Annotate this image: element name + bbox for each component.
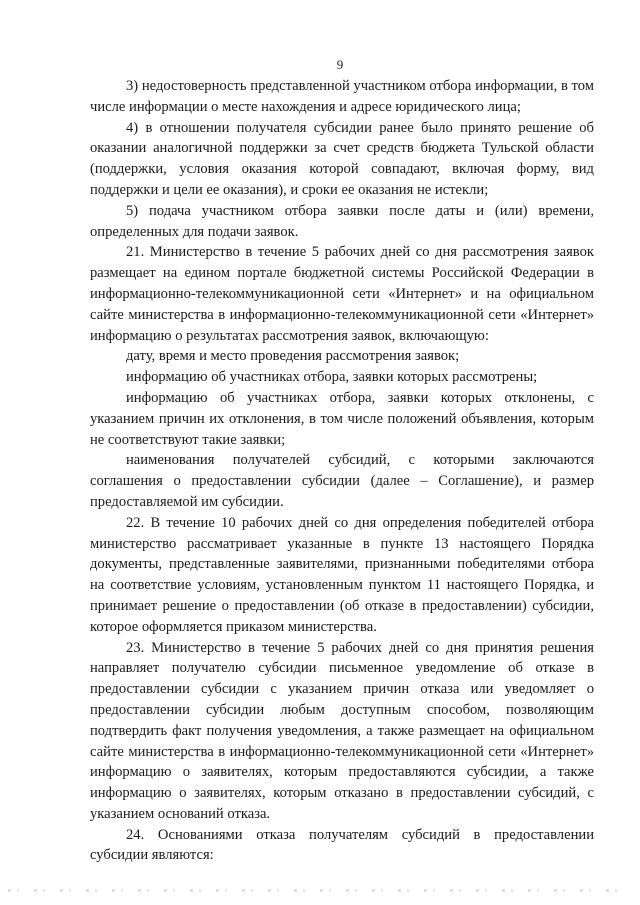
paragraph-list-rejected: информацию об участниках отбора, заявки которых отклонены, с указанием причин их отклонения, в том числе положений объявления, которым не соответствуют такие заявки;	[90, 389, 594, 448]
page-number: 9	[336, 57, 344, 72]
paragraph-item-3: 3) недостоверность представленной участником отбора информации, в том числе информации о месте нахождения и адресе юридического лица;	[90, 78, 594, 115]
paragraph-item-5: 5) подача участником отбора заявки после даты и (или) времени, определенных для подачи заявок.	[90, 202, 594, 240]
paragraph-item-4: 4) в отношении получателя субсидии ранее было принято решение об оказании аналогичной поддержки за счет средств бюджета Тульской области (поддержки, условия оказания которой совпадают, включая форму, вид поддержки и цели ее оказания), и сроки ее оказания не истекли;	[90, 119, 594, 198]
paragraph-clause-22: 22. В течение 10 рабочих дней со дня определения победителей отбора министерство рассматривает указанные в пункте 13 настоящего Порядка документы, представленные заявителями, признанными победителями отбора на соответствие условиям, установленным пунктом 11 настоящего Порядка, и принимает решение о предоставлении (об отказе в предоставлении) субсидии, которое оформляется приказом министерства.	[90, 514, 594, 635]
paragraph-clause-24: 24. Основаниями отказа получателям субсидий в предоставлении субсидии являются:	[90, 826, 594, 864]
paragraph-clause-23: 23. Министерство в течение 5 рабочих дней со дня принятия решения направляет получателю субсидии письменное уведомление об отказе в предоставлении субсидии с указанием причин отказа или уведомляет о предоставлении субсидии любым доступным способом, позволяющим подтвердить факт получения уведомления, а также размещает на официальном сайте министерства в информационно-телекоммуникационной сети «Интернет» информацию о заявителях, которым предоставляются субсидии, а также информацию о заявителях, которым отказано в предоставлении субсидий, с указанием оснований отказа.	[90, 639, 594, 822]
paragraph-clause-21: 21. Министерство в течение 5 рабочих дней со дня рассмотрения заявок размещает на едином портале бюджетной системы Российской Федерации в информационно-телекоммуникационной сети «Интернет» и на официальном сайте министерства в информационно-телекоммуникационной сети «Интернет» информацию о результатах рассмотрения заявок, включающую:	[90, 244, 594, 344]
scan-artifact-line	[8, 889, 632, 892]
paragraph-list-date: дату, время и место проведения рассмотрения заявок;	[126, 348, 460, 365]
paragraph-list-reviewed: информацию об участниках отбора, заявки которых рассмотрены;	[126, 369, 538, 386]
paragraph-list-recipients: наименования получателей субсидий, с которыми заключаются соглашения о предоставлении субсидии (далее – Соглашение), и размер предоставляемой им субсидии.	[90, 452, 594, 510]
document-body	[90, 76, 594, 866]
